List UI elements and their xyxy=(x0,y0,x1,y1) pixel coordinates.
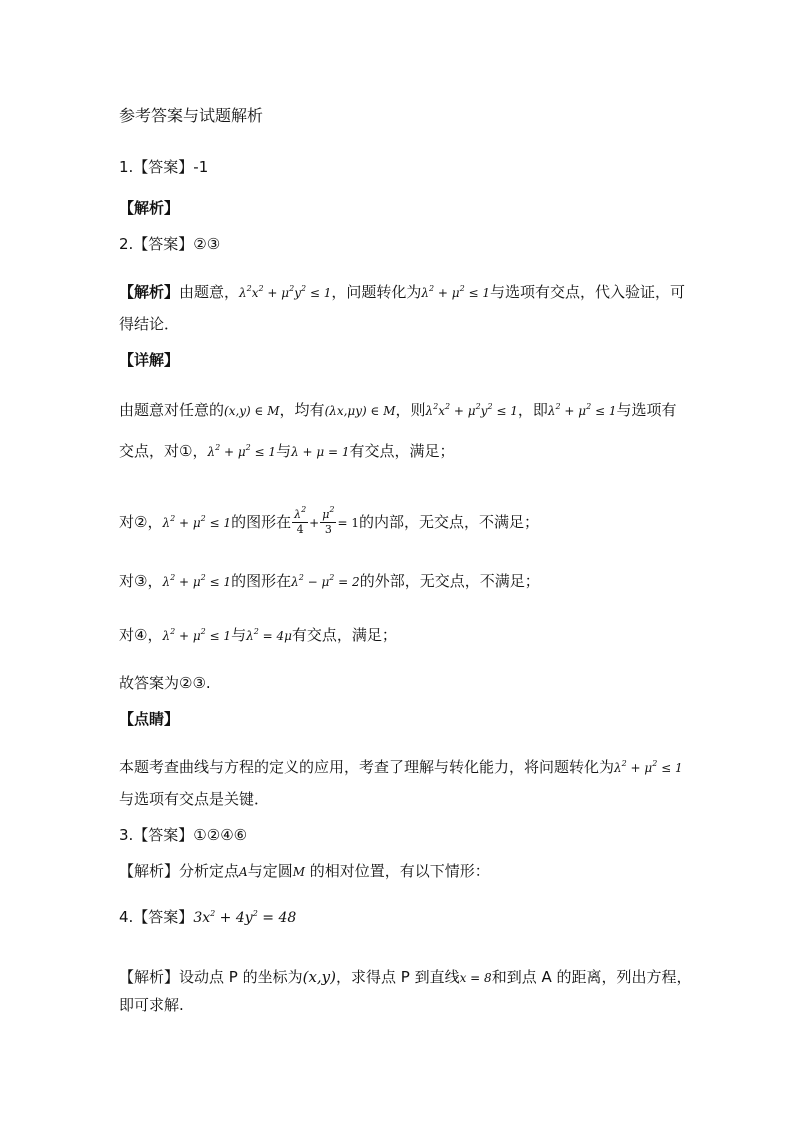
page-title: 参考答案与试题解析 xyxy=(119,106,264,125)
q2-detail-label: 【详解】 xyxy=(119,351,180,369)
math-formula: $\lambda^2 + \mu^2 \le 1$ xyxy=(162,627,232,643)
q2-review-line1 xyxy=(119,757,683,778)
text: 对③， xyxy=(119,572,163,590)
math-formula: (x,y) ∈ M xyxy=(224,404,280,418)
q4-answer xyxy=(119,907,296,928)
q2-detail-line1 xyxy=(119,400,677,421)
text: 由题意， xyxy=(179,283,240,301)
text: 与选项有 xyxy=(616,401,677,419)
q1-analysis-label: 【解析】 xyxy=(119,199,180,217)
fraction-numerator: $\lambda^2$ xyxy=(294,505,307,521)
q4-analysis-line2: 即可求解. xyxy=(119,996,184,1014)
fraction-denominator: 4 xyxy=(296,523,304,536)
text: 与定圆 xyxy=(247,862,293,880)
text: 的相对位置，有以下情形： xyxy=(305,862,490,880)
text: ，即 xyxy=(517,401,548,419)
q2-conclusion: 故答案为②③. xyxy=(119,674,211,692)
q2-review-line2: 与选项有交点是关键． xyxy=(119,790,270,808)
math-formula: $\lambda^2 + \mu^2 \le 1$ xyxy=(162,573,232,589)
q2-analysis-line2: 得结论． xyxy=(119,315,180,333)
text: 4.【答案】 xyxy=(119,908,194,926)
text: 【解析】分析定点 xyxy=(119,862,240,880)
q2-case2 xyxy=(119,500,539,545)
q2-answer: 2.【答案】②③ xyxy=(119,235,221,253)
math-formula: $\lambda^2 + \mu^2 \le 1$ xyxy=(421,284,491,300)
text: 与选项有交点，代入验证，可 xyxy=(490,283,686,301)
text: 和到点 A 的距离，列出方程， xyxy=(491,968,692,986)
math-formula: $\lambda^2 = 4\mu$ xyxy=(246,627,292,643)
math-formula: $\lambda^2 - \mu^2 = 2$ xyxy=(291,573,360,589)
math-formula: x = 8 xyxy=(459,971,492,985)
text: 【解析】设动点 P 的坐标为 xyxy=(119,968,303,986)
text: 与 xyxy=(276,442,292,460)
text: 的内部，无交点，不满足； xyxy=(358,513,539,531)
text: ，求得点 P 到直线 xyxy=(336,968,460,986)
math-formula: $\lambda^2 + \mu^2 \le 1$ xyxy=(547,402,617,418)
text: 对②， xyxy=(119,513,163,531)
math-formula: M xyxy=(292,865,305,879)
text: 本题考查曲线与方程的定义的应用，考查了理解与转化能力，将问题转化为 xyxy=(119,758,615,776)
math-formula: A xyxy=(239,865,248,879)
text: 的图形在 xyxy=(231,572,292,590)
math-formula: (x,y) xyxy=(302,968,336,986)
text: 的外部，无交点，不满足； xyxy=(359,572,540,590)
math-formula: λ + μ = 1 xyxy=(291,445,350,459)
q1-answer: 1.【答案】-1 xyxy=(119,158,209,176)
q2-detail-line2 xyxy=(119,441,455,462)
fraction-denominator: 3 xyxy=(324,523,332,536)
text: 与 xyxy=(231,626,247,644)
text: ，均有 xyxy=(279,401,325,419)
text: 有交点，满足； xyxy=(291,626,397,644)
math-formula: $\lambda^2x^2 + \mu^2y^2 \le 1$ xyxy=(239,284,332,300)
q2-analysis-line1 xyxy=(119,282,685,303)
math-formula: (λx,μy) ∈ M xyxy=(324,404,396,418)
q3-answer: 3.【答案】①②④⑥ xyxy=(119,826,248,844)
fraction xyxy=(292,505,308,537)
fraction-numerator: $\mu^2$ xyxy=(322,505,335,521)
text: 的图形在 xyxy=(231,513,292,531)
q2-analysis-label: 【解析】 xyxy=(119,283,180,301)
q3-analysis xyxy=(119,861,490,882)
math-formula: $\lambda^2 + \mu^2 \le 1$ xyxy=(614,759,683,775)
text: ，则 xyxy=(395,401,426,419)
q2-case3 xyxy=(119,571,540,592)
q2-review-label: 【点睛】 xyxy=(119,710,180,728)
q4-analysis-line1 xyxy=(119,967,692,988)
math-formula: $\lambda^2 + \mu^2 \le 1$ xyxy=(162,514,232,530)
math-formula: $\lambda^2 + \mu^2 \le 1$ xyxy=(207,443,277,459)
math-formula: = 1 xyxy=(337,516,359,530)
math-formula: $3x^2 + 4y^2 = 48$ xyxy=(193,909,297,926)
q2-case4 xyxy=(119,625,397,646)
text: 由题意对任意的 xyxy=(119,401,225,419)
fraction xyxy=(320,505,336,537)
text: 交点，对①， xyxy=(119,442,208,460)
text: 对④， xyxy=(119,626,163,644)
math-formula: $\lambda^2x^2 + \mu^2y^2 \le 1$ xyxy=(425,402,518,418)
text: 有交点，满足； xyxy=(349,442,455,460)
text: ，问题转化为 xyxy=(331,283,422,301)
math-operator: + xyxy=(309,516,320,530)
